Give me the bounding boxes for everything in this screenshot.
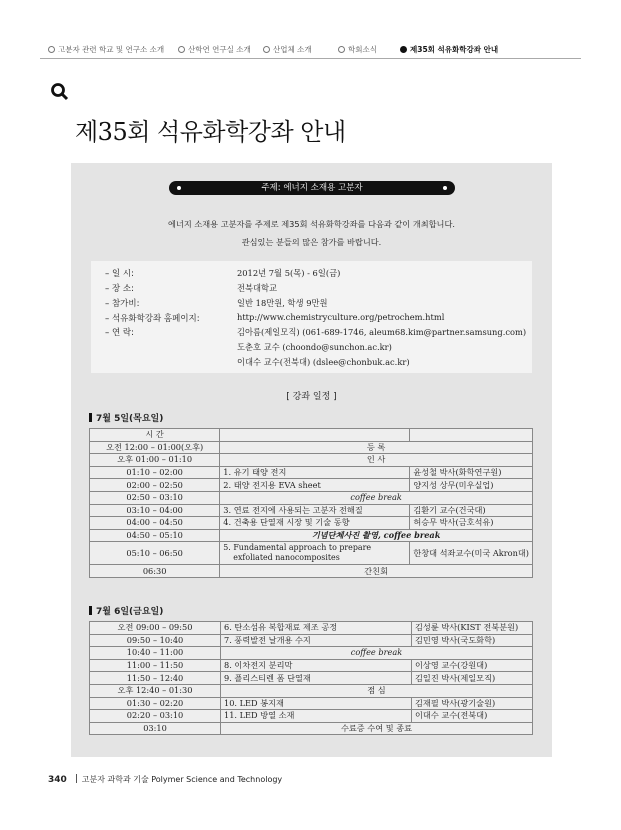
square-bullet-icon: [89, 606, 92, 615]
info-date-label: – 일 시:: [105, 269, 134, 279]
intro-text: 에너지 소재용 고분자를 주제로 제35회 석유화학강좌를 다음과 같이 개최합니다. 관심있는 분들의 많은 참가를 바랍니다.: [168, 219, 455, 247]
page-title: 제35회 석유화학강좌 안내: [75, 118, 346, 146]
table-row: 01:30 – 02:20 10. LED 봉지재 김재필 박사(광기술원): [90, 697, 533, 710]
filled-bullet-icon: [400, 46, 407, 53]
info-contact-1: 김아름(제일모직) (061-689-1746, aleum68.kim@partner.samsung.com): [237, 327, 527, 337]
info-fee-value: 일반 18만원, 학생 9만원: [237, 298, 328, 308]
table-row: 03:10 수료증 수여 및 종료: [90, 722, 533, 735]
table-row: 02:00 – 02:50 2. 태양 전지용 EVA sheet 양지성 상무(미우실업): [90, 479, 533, 492]
nav-divider: [40, 58, 581, 59]
table-row: 10:40 – 11:00 coffee break: [90, 647, 533, 660]
section-nav: [48, 44, 578, 56]
nav-item-petrochem[interactable]: 제35회 석유화학강좌 안내: [400, 44, 498, 55]
table-row: 11:00 – 11:50 8. 이차전지 분리막 이상영 교수(강원대): [90, 659, 533, 672]
info-place-value: 전북대학교: [237, 283, 278, 293]
table-row: 04:50 – 05:10 기념단체사진 촬영, coffee break: [90, 529, 533, 542]
circle-bullet-icon: [263, 46, 270, 53]
info-contact-2: 도춘호 교수 (choondo@sunchon.ac.kr): [237, 342, 392, 352]
content-panel: [71, 163, 552, 757]
day2-title: 7월 6일(금요일): [89, 604, 163, 617]
table-row: 03:10 – 04:00 3. 연료 전지에 사용되는 고분자 전해질 김환기 교수(건국대): [90, 504, 533, 517]
table-row: 06:30 간친회: [90, 565, 533, 578]
bullet-icon: [443, 186, 447, 190]
bullet-icon: [177, 186, 181, 190]
info-fee-label: – 참가비:: [105, 299, 140, 309]
info-contact-3: 이대수 교수(전북대) (dslee@chonbuk.ac.kr): [237, 357, 410, 367]
square-bullet-icon: [89, 413, 92, 422]
table-row: 04:00 – 04:50 4. 건축용 단열재 시장 및 기술 동향 허승무 박사(금호석유): [90, 517, 533, 530]
footer-divider: [76, 774, 77, 783]
magnifier-icon: [50, 82, 70, 102]
journal-name: 고분자 과학과 기술 Polymer Science and Technology: [81, 775, 283, 784]
table-row: 오후 12:40 – 01:30 점 심: [90, 684, 533, 697]
info-homepage-link[interactable]: http://www.chemistryculture.org/petrochem.html: [237, 312, 445, 322]
table-row: 02:50 – 03:10 coffee break: [90, 491, 533, 504]
table-header-row: [90, 429, 533, 442]
nav-item-institutes[interactable]: 고분자 관련 학교 및 연구소 소개: [48, 44, 164, 55]
table-row: 오전 12:00 – 01:00(오후) 등 록: [90, 441, 533, 454]
schedule-heading: [ 강좌 일정 ]: [286, 392, 337, 402]
day1-schedule-table: [89, 428, 533, 578]
table-row: 09:50 – 10:40 7. 풍력발전 날개용 수지 김민영 박사(국도화학): [90, 634, 533, 647]
nav-item-society-news[interactable]: 학회소식: [338, 44, 377, 55]
page-footer: [48, 774, 282, 785]
table-row: 오후 01:00 – 01:10 인 사: [90, 454, 533, 467]
page-number: 340: [48, 775, 67, 785]
circle-bullet-icon: [178, 46, 185, 53]
table-row: 01:10 – 02:00 1. 유기 태양 전지 윤성철 박사(화학연구원): [90, 466, 533, 479]
info-homepage-label: – 석유화학강좌 홈페이지:: [105, 314, 200, 324]
circle-bullet-icon: [338, 46, 345, 53]
info-place-label: – 장 소:: [105, 284, 134, 294]
info-date-value: 2012년 7월 5(목) - 6일(금): [237, 268, 341, 278]
nav-item-companies[interactable]: 산업체 소개: [263, 44, 312, 55]
info-contact-label: – 연 락:: [105, 328, 134, 338]
circle-bullet-icon: [48, 46, 55, 53]
theme-banner: 주제: 에너지 소재용 고분자: [169, 181, 455, 195]
table-row: 05:10 – 06:50 5. Fundamental approach to prepare exfoliated nanocomposites 한창대 석좌교수(미국 Akron대): [90, 542, 533, 565]
table-row: 오전 09:00 – 09:50 6. 탄소섬유 복합재료 제조 공정 김성륜 박사(KIST 전북분원): [90, 622, 533, 635]
day2-schedule-table: [89, 621, 533, 735]
table-row: 11:50 – 12:40 9. 플리스티렌 폼 단열재 김일진 박사(제일모직): [90, 672, 533, 685]
time-header: 시 간: [90, 429, 220, 442]
nav-item-labs[interactable]: 산학연 연구실 소개: [178, 44, 251, 55]
info-box: [91, 261, 532, 373]
day1-title: 7월 5일(목요일): [89, 411, 163, 424]
table-row: 02:20 – 03:10 11. LED 방열 소재 이대수 교수(전북대): [90, 710, 533, 723]
